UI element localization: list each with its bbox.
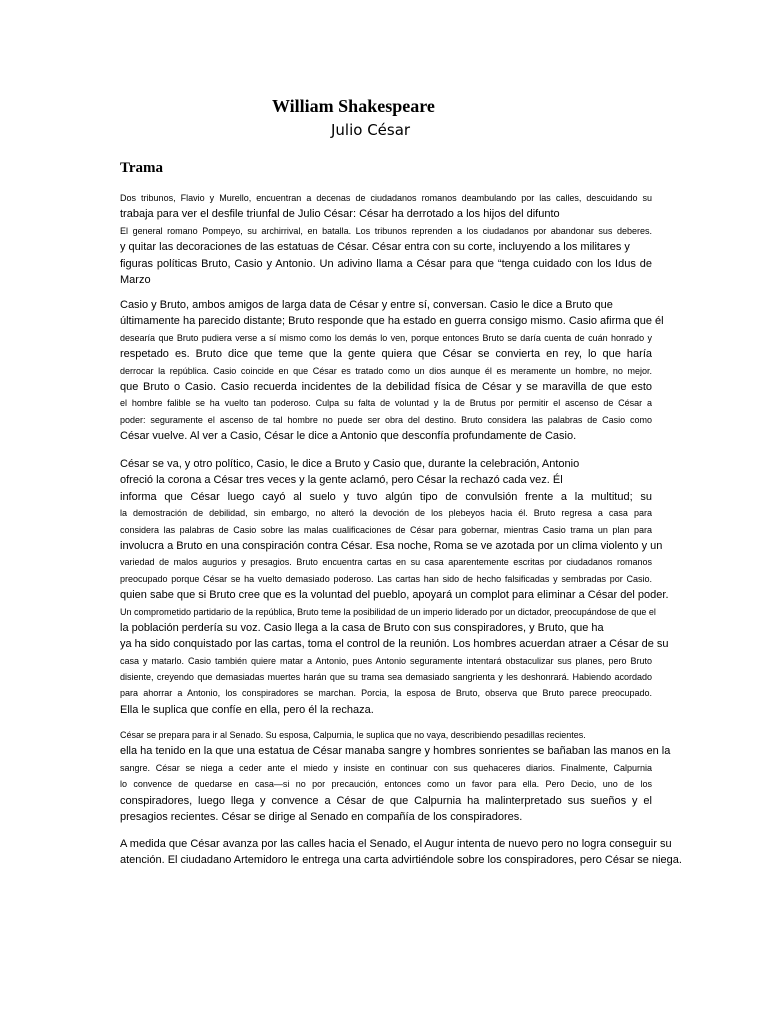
text-line: El general romano Pompeyo, su archirrival, en batalla. Los tribunos reprenden a los ciudadanos por abandonar sus deberes. [120, 225, 652, 236]
author-name: William Shakespeare [272, 96, 435, 116]
text-line: lo convence de quedarse en casa—si no por precaución, entonces como un favor para ella. Pero Decio, uno de los [120, 779, 652, 790]
text-line: Dos tribunos, Flavio y Murello, encuentran a decenas de ciudadanos romanos deambulando por las calles, descuidando su [120, 193, 652, 203]
text-line: la población perdería su voz. Casio llega a la casa de Bruto con sus conspiradores, y Bruto, que ha [120, 621, 604, 634]
text-line: César se va, y otro político, Casio, le dice a Bruto y Casio que, durante la celebración, Antonio [120, 458, 580, 470]
text-line: y quitar las decoraciones de las estatuas de César. César entra con su corte, incluyendo a los militares y [120, 241, 630, 254]
text-line: disiente, creyendo que demasiadas muertes harán que su trama sea demasiado sangrienta y les deshonrará. Habiendo acordado [120, 672, 652, 683]
text-line: derrocar la república. Casio coincide en que César es tratado como un dios aunque él es meramente un hombre, no mejor. [120, 365, 652, 376]
text-line: presagios recientes. César se dirige al Senado en compañía de los conspiradores. [120, 810, 523, 823]
text-line: desearía que Bruto pudiera verse a sí mismo como los demás lo ven, porque entonces Bruto se daría cuenta de cuán honrado y [120, 332, 652, 343]
text-line: poder: seguramente el ascenso de tal hombre no puede ser obra del destino. Bruto considera las palabras de Casio como [120, 414, 652, 425]
paragraph-5 [120, 836, 682, 869]
text-line: quien sabe que si Bruto cree que es la voluntad del pueblo, apoyará un complot para eliminar a César del poder. [120, 589, 669, 602]
paragraph-2 [120, 297, 664, 445]
text-line: considera las palabras de Casio sobre las malas cualificaciones de César para gobernar, mientras Casio trama un plan para [120, 524, 652, 535]
text-line: César vuelve. Al ver a Casio, César le dice a Antonio que desconfía profundamente de Casio. [120, 430, 577, 443]
paragraph-1 [120, 190, 652, 288]
text-line: Casio y Bruto, ambos amigos de larga data de César y entre sí, conversan. Casio le dice a Bruto que [120, 299, 613, 311]
text-line: trabaja para ver el desfile triunfal de Julio César: César ha derrotado a los hijos del difunto [120, 208, 560, 221]
text-line: el hombre falible se ha vuelto tan poderoso. Culpa su falta de voluntad y la de Brutus por permitir el ascenso de César a [120, 398, 652, 409]
text-line: últimamente ha parecido distante; Bruto responde que ha estado en guerra consigo mismo. Casio afirma que él [120, 315, 664, 328]
text-line: conspiradores, luego llega y convence a César de que Calpurnia ha malinterpretado sus sueños y el [120, 794, 652, 807]
text-line: involucra a Bruto en una conspiración contra César. Esa noche, Roma se ve azotada por un clima violento y un [120, 539, 663, 552]
text-line: la demostración de debilidad, sin embargo, no alteró la devoción de los plebeyos hacia él. Bruto regresa a casa para [120, 508, 652, 519]
text-line: ya ha sido conquistado por las cartas, toma el control de la reunión. Los hombres acuerdan atraer a César de su [120, 638, 669, 651]
paragraph-4 [120, 727, 671, 825]
text-line: sangre. César se niega a ceder ante el miedo y insiste en continuar con sus quehaceres diarios. Finalmente, Calpurnia [120, 762, 652, 773]
text-line: que Bruto o Casio. Casio recuerda incidentes de la debilidad física de César y se maravilla de que esto [120, 380, 652, 393]
text-line: atención. El ciudadano Artemidoro le entrega una carta advirtiéndole sobre los conspiradores, pero César se niega. [120, 854, 682, 867]
text-line: Marzo [120, 273, 151, 286]
text-line: A medida que César avanza por las calles hacia el Senado, el Augur intenta de nuevo pero no logra conseguir su [120, 838, 672, 850]
text-line: figuras políticas Bruto, Casio y Antonio. Un adivino llama a César para que “tenga cuidado con los Idus de [120, 257, 652, 270]
text-line: informa que César luego cayó al suelo y tuvo algún tipo de convulsión frente a la multitud; su [120, 490, 652, 503]
text-line: preocupado porque César se ha vuelto demasiado poderoso. Las cartas han sido de hecho falsificadas y sembradas por Casio. [120, 573, 652, 584]
paragraph-3 [120, 456, 669, 718]
text-line: casa y matarlo. Casio también quiere matar a Antonio, pues Antonio seguramente intentará obstaculizar sus planes, pero Bruto [120, 655, 652, 666]
text-line: variedad de malos augurios y presagios. Bruto encuentra cartas en su casa aparentemente escritas por ciudadanos romanos [120, 557, 652, 568]
work-title: Julio César [331, 121, 411, 139]
text-line: Ella le suplica que confíe en ella, pero él la rechaza. [120, 703, 374, 716]
text-line: para ahorrar a Antonio, los conspiradores se marchan. Porcia, la esposa de Bruto, observa que Bruto parece preocupado. [120, 688, 652, 699]
text-line: ella ha tenido en la que una estatua de César manaba sangre y hombres sonrientes se bañaban las manos en la [120, 745, 671, 758]
section-heading: Trama [120, 160, 164, 176]
text-line: César se prepara para ir al Senado. Su esposa, Calpurnia, le suplica que no vaya, describiendo pesadillas recientes. [120, 730, 586, 740]
text-line: respetado es. Bruto dice que teme que la gente quiera que César se convierta en rey, lo que haría [120, 348, 652, 361]
text-line: ofreció la corona a César tres veces y la gente aclamó, pero César la rechazó cada vez. Él [120, 474, 563, 487]
text-line: Un comprometido partidario de la república, Bruto teme la posibilidad de un imperio liderado por un dictador, preocupándose de que el [120, 606, 656, 617]
